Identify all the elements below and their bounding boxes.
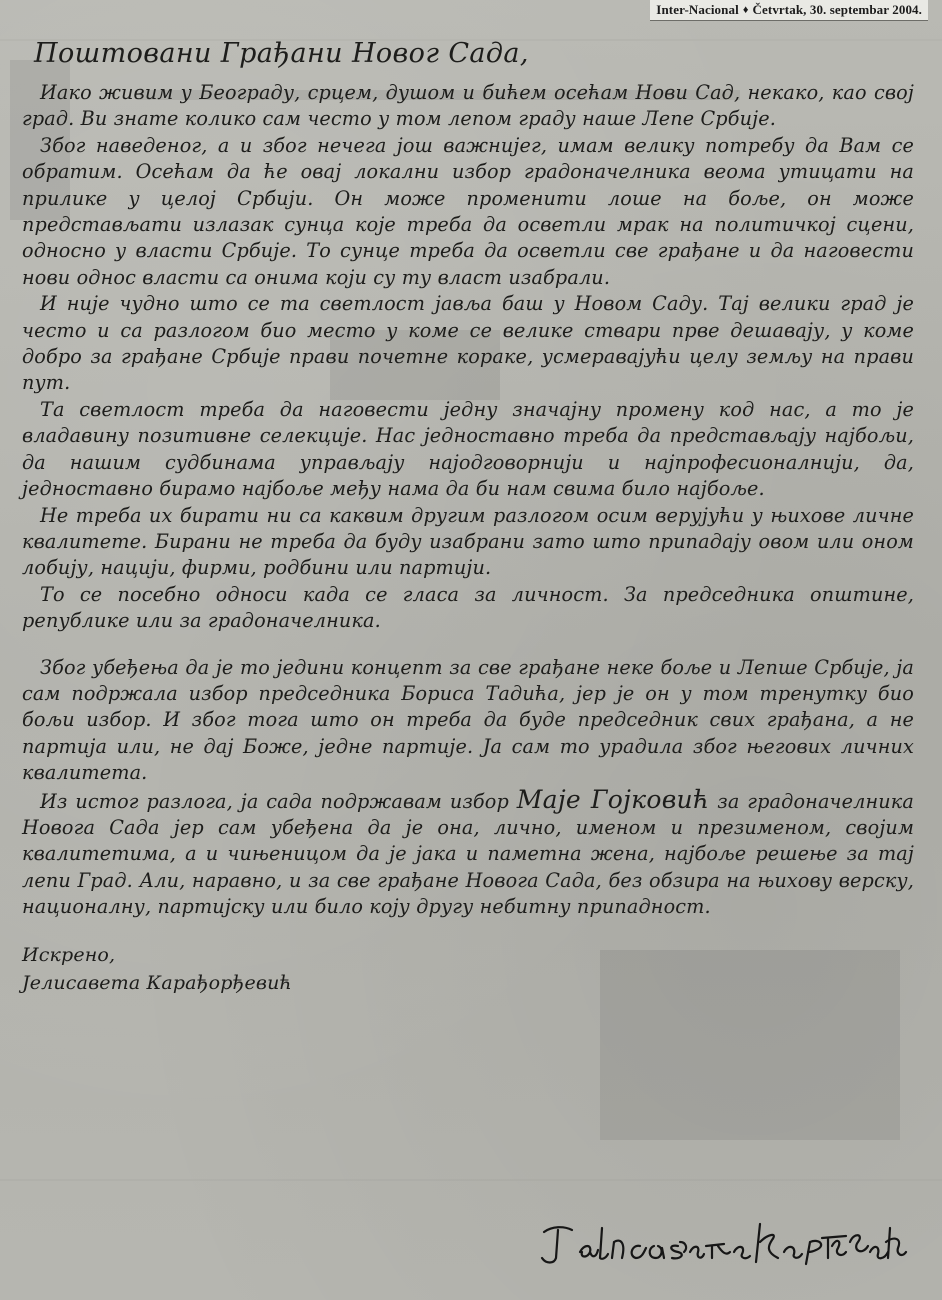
- closing-block: [22, 941, 914, 997]
- paragraph-4: Та светлост треба да наговести једну значајну промену код нас, а то је владавину позитивне селекције. Нас једноставно треба да представљају најбољи, да нашим судбинама управљају најодговорнији и најпрофесионалнији, да, једноставно бирамо најбоље међу нама да би нам свима било најбоље.: [22, 397, 914, 501]
- paragraph-1: Иако живим у Београду, срцем, душом и бићем осећам Нови Сад, некако, као свој град. Ви знате колико сам често у том лепом граду наше Лепе Србије.: [22, 81, 914, 131]
- paragraph-8-end: за градоначелника Новога Сада јер сам убеђена да је она, лично, именом и презименом, својим квалитетима, а и чињеницом да је јака и паметна жена, најбоље решење за тај лепи Град. Али, наравно, и за све грађане Новога Сада, без обзира на њихову верску, националну, партијску или било коју другу небитну припадност.: [22, 789, 914, 919]
- page-header: [650, 0, 928, 21]
- diamond-separator-icon: ♦: [742, 4, 749, 16]
- paragraph-3: И није чудно што се та светлост јавља баш у Новом Саду. Тај велики град је често и са разлогом био место у коме се велике ствари прве дешавају, у коме добро за грађане Србије прави почетне кораке, усмеравајући целу земљу на прави пут.: [22, 292, 914, 395]
- publication-name: Inter-Nacional: [656, 2, 739, 17]
- paragraph-gap: [22, 635, 914, 655]
- paragraph-7: Због убеђења да је то једини концепт за све грађане неке боље и Лепше Србије, ја сам подржала избор председника Бориса Тадића, јер је он у том тренутку био бољи избор. И због тога што он треба да буде председник свих грађана, а не партија или, не дај Боже, једне партије. Ја сам то урадила због његових личних квалитета.: [22, 655, 914, 785]
- paragraph-5: Не треба их бирати ни са каквим другим разлогом осим верујући у њихове личне квалитете. Бирани не треба да буду изабрани зато што припадају овом или оном лобију, нацији, фирми, родбини или партији.: [22, 503, 914, 580]
- salutation: Поштовани Грађани Новог Сада,: [34, 38, 529, 69]
- paragraph-6: То се посебно односи када се гласа за личност. За председника општине, републике или за градоначелника.: [22, 582, 914, 633]
- signer-name: Јелисавета Карађорђевић: [22, 971, 292, 994]
- paragraph-8: [22, 784, 914, 921]
- paragraph-2: Због наведеног, а и због нечега још важнијег, имам велику потребу да Вам се обратим. Осећам да ће овај локални избор градоначелника веома утицати на прилике у целој Србији. Он може променити лоше на боље, он може представљати излазак сунца које треба да осветли мрак на политичкој сцени, односно у власти Србије. То сунце треба да осветли све грађане и да наговести нови однос власти са онима који су ту власт изабрали.: [22, 133, 914, 289]
- publication-date: Četvrtak, 30. septembar 2004.: [752, 2, 922, 17]
- handwritten-signature: [528, 1212, 913, 1274]
- letter-body: [22, 38, 914, 997]
- candidate-name: Маје Гојковић: [516, 784, 710, 814]
- paragraph-8-start: Из истог разлога, ја сада подржавам избор: [40, 789, 517, 813]
- closing-word: Искрено,: [22, 943, 116, 966]
